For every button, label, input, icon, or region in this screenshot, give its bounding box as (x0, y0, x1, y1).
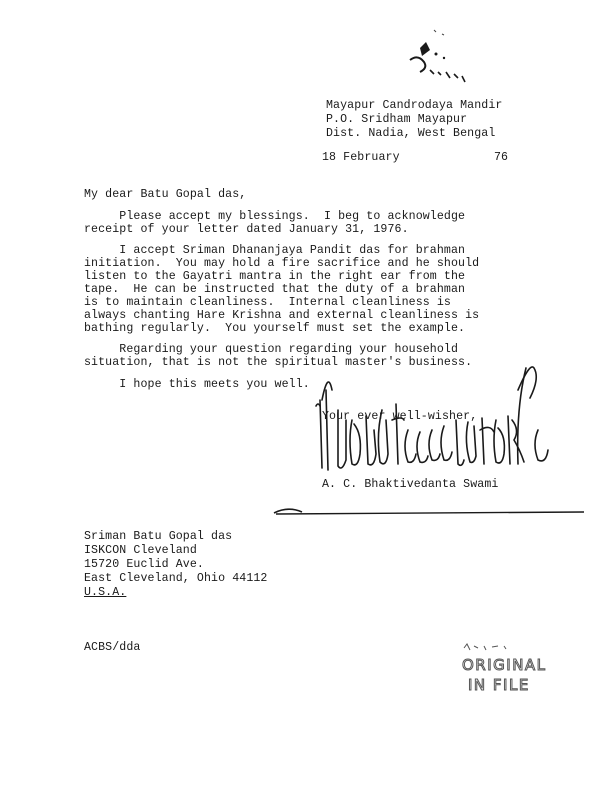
reference-initials: ACBS/dda (84, 641, 141, 654)
date-day-month: 18 February (322, 151, 400, 164)
body-line: always chanting Hare Krishna and external cleanliness is (84, 309, 480, 322)
closing: Your ever well-wisher, (322, 410, 478, 423)
recipient-org: ISKCON Cleveland (84, 544, 197, 557)
divider-arrow (268, 504, 588, 520)
body-line: is to maintain cleanliness. Internal cleanliness is (84, 296, 451, 309)
salutation: My dear Batu Gopal das, (84, 188, 247, 201)
letterhead-line-1: Mayapur Candrodaya Mandir (326, 99, 503, 112)
body-line: listen to the Gayatri mantra in the right ear from the (84, 270, 466, 283)
date-year: 76 (494, 151, 509, 164)
handwritten-signature (312, 360, 556, 480)
recipient-city: East Cleveland, Ohio 44112 (84, 572, 268, 585)
original-in-file-stamp (456, 640, 546, 702)
body-line: I accept Sriman Dhananjaya Pandit das for brahman (84, 244, 466, 257)
recipient-name: Sriman Batu Gopal das (84, 530, 233, 543)
body-line: tape. He can be instructed that the duty of a brahman (84, 283, 466, 296)
body-line: initiation. You may hold a fire sacrifice and he should (84, 257, 480, 270)
stamp-line-2: IN FILE (468, 676, 530, 694)
stamp-line-1: ORIGINAL (462, 656, 547, 674)
letterhead-line-2: P.O. Sridham Mayapur (326, 113, 468, 126)
signer-name: A. C. Bhaktivedanta Swami (322, 478, 499, 491)
scan-artifact-mark (400, 20, 480, 92)
recipient-street: 15720 Euclid Ave. (84, 558, 204, 571)
body-line: I hope this meets you well. (84, 378, 310, 391)
letterhead-line-3: Dist. Nadia, West Bengal (326, 127, 496, 140)
body-line: situation, that is not the spiritual master's business. (84, 356, 473, 369)
body-line: Please accept my blessings. I beg to acknowledge (84, 210, 466, 223)
recipient-country: U.S.A. (84, 586, 127, 599)
body-line: receipt of your letter dated January 31, 1976. (84, 223, 409, 236)
body-line: bathing regularly. You yourself must set the example. (84, 322, 466, 335)
body-line: Regarding your question regarding your household (84, 343, 459, 356)
